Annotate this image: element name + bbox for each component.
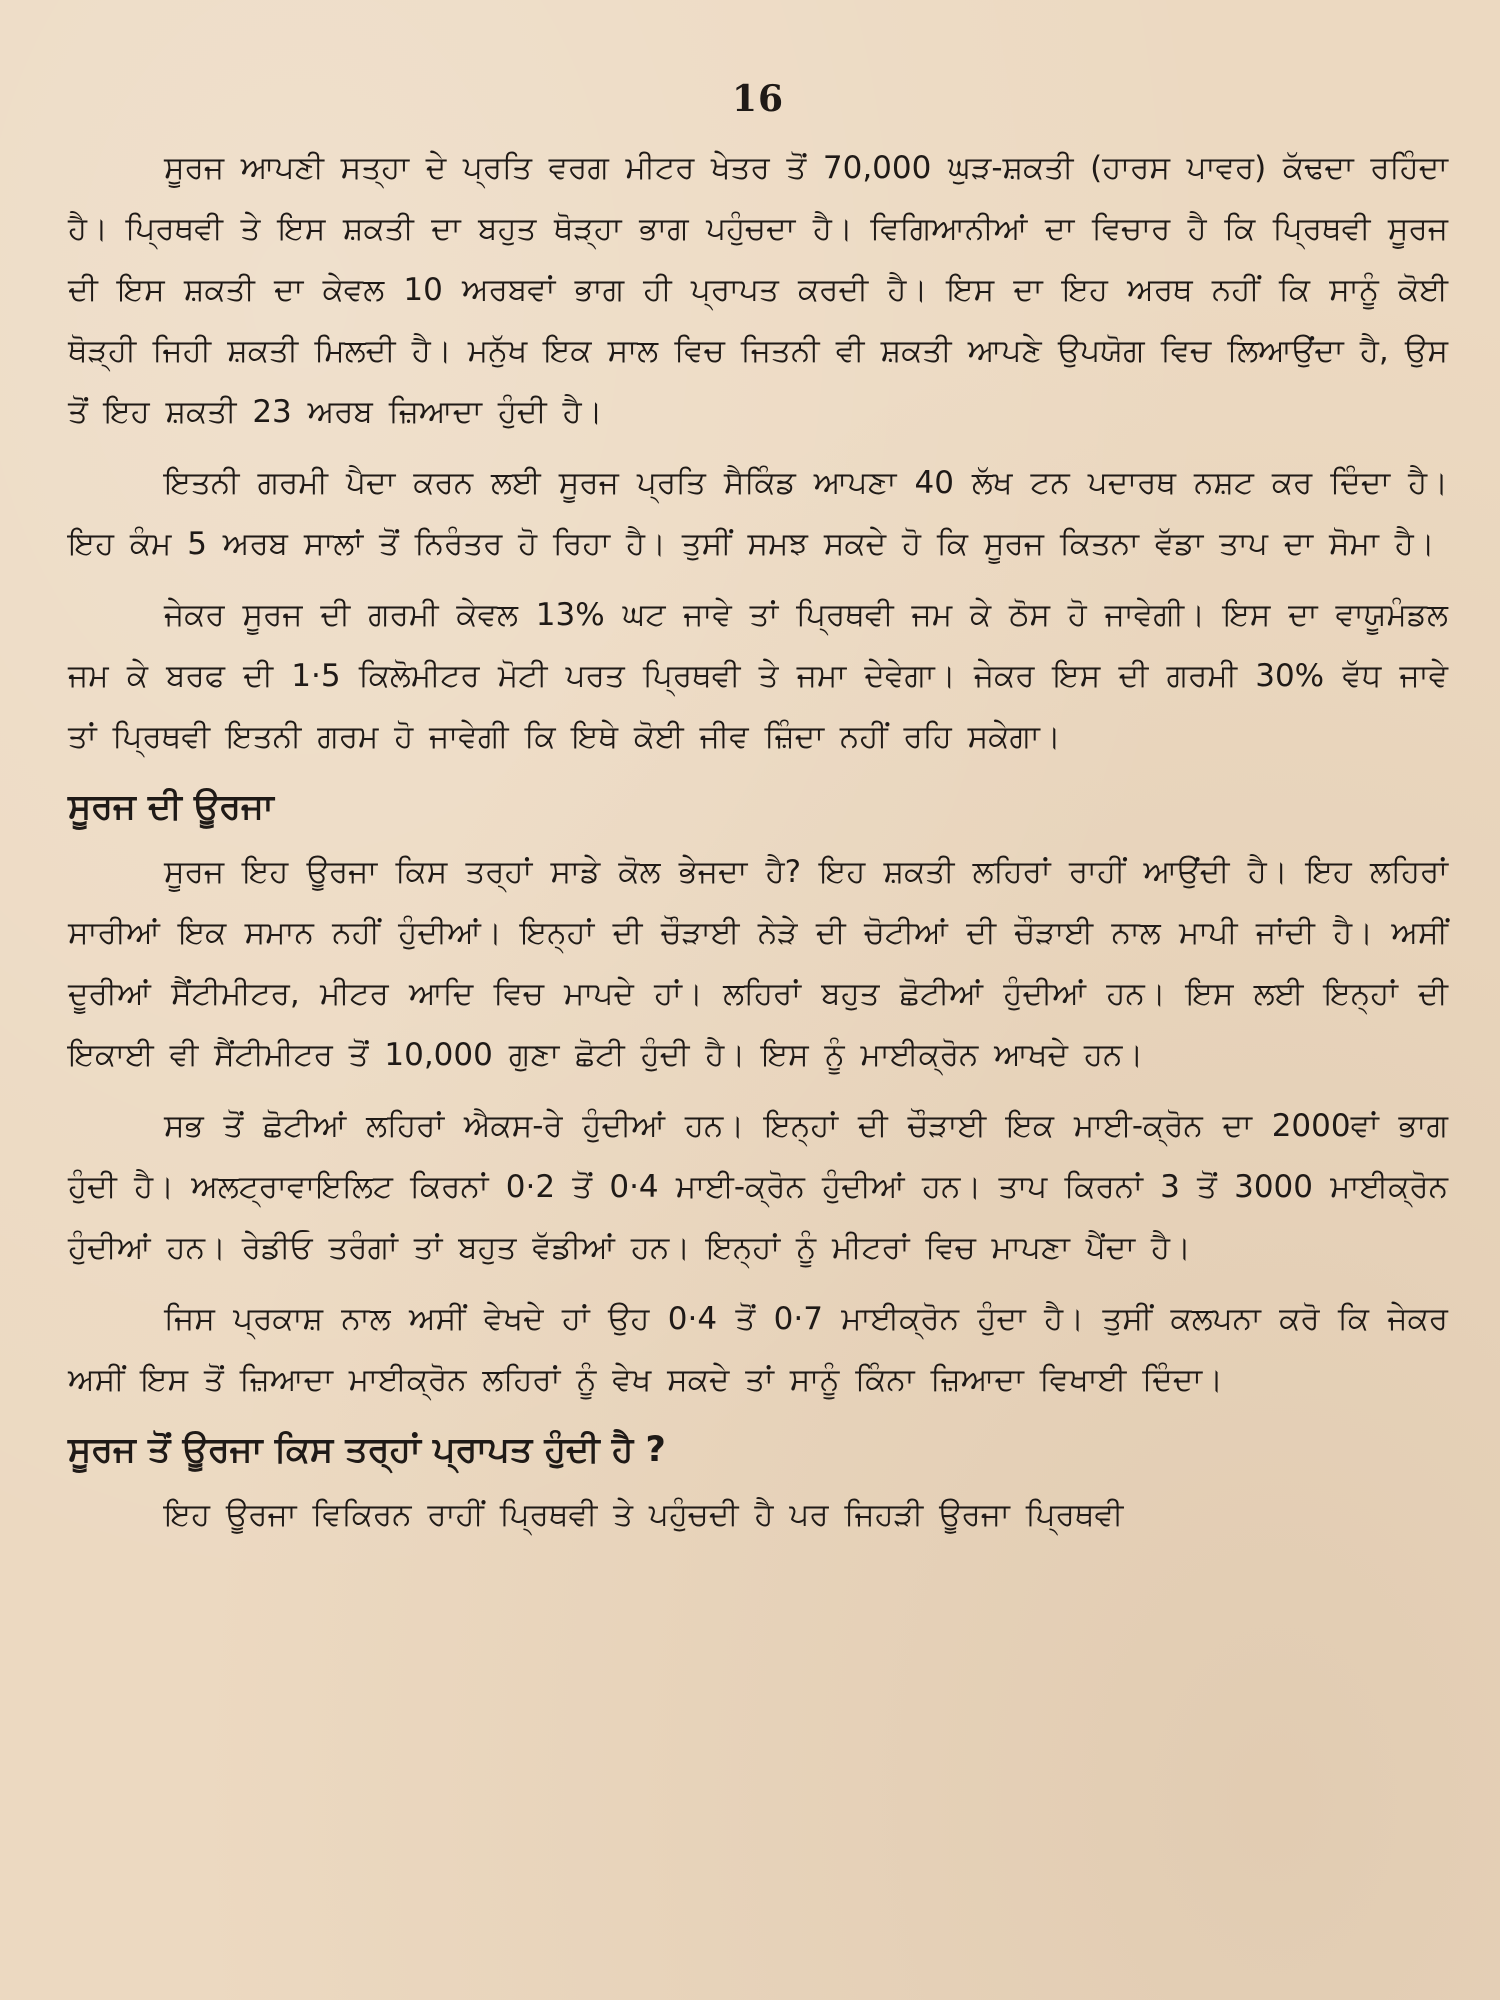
paragraph-heat-change: ਜੇਕਰ ਸੂਰਜ ਦੀ ਗਰਮੀ ਕੇਵਲ 13% ਘਟ ਜਾਵੇ ਤਾਂ ਪ੍ਰਿਥਵੀ ਜਮ ਕੇ ਠੋਸ ਹੋ ਜਾਵੇਗੀ। ਇਸ ਦਾ ਵਾਯੂਮੰਡਲ ਜਮ ਕੇ ਬਰਫ ਦੀ 1·5 ਕਿਲੋਮੀਟਰ ਮੋਟੀ ਪਰਤ ਪ੍ਰਿਥਵੀ ਤੇ ਜਮਾ ਦੇਵੇਗਾ। ਜੇਕਰ ਇਸ ਦੀ ਗਰਮੀ 30% ਵੱਧ ਜਾਵੇ ਤਾਂ ਪ੍ਰਿਥਵੀ ਇਤਨੀ ਗਰਮ ਹੋ ਜਾਵੇਗੀ ਕਿ ਇਥੇ ਕੋਈ ਜੀਵ ਜ਼ਿੰਦਾ ਨਹੀਂ ਰਹਿ ਸਕੇਗਾ। xyxy=(68,597,1448,755)
section-heading-energy-received: ਸੂਰਜ ਤੋਂ ਊਰਜਾ ਕਿਸ ਤਰ੍ਹਾਂ ਪ੍ਰਾਪਤ ਹੁੰਦੀ ਹੈ ? xyxy=(68,1430,666,1470)
paragraph-matter-destroyed: ਇਤਨੀ ਗਰਮੀ ਪੈਦਾ ਕਰਨ ਲਈ ਸੂਰਜ ਪ੍ਰਤਿ ਸੈਕਿੰਡ ਆਪਣਾ 40 ਲੱਖ ਟਨ ਪਦਾਰਥ ਨਸ਼ਟ ਕਰ ਦਿੰਦਾ ਹੈ। ਇਹ ਕੰਮ 5 ਅਰਬ ਸਾਲਾਂ ਤੋਂ ਨਿਰੰਤਰ ਹੋ ਰਿਹਾ ਹੈ। ਤੁਸੀਂ ਸਮਝ ਸਕਦੇ ਹੋ ਕਿ ਸੂਰਜ ਕਿਤਨਾ ਵੱਡਾ ਤਾਪ ਦਾ ਸੋਮਾ ਹੈ। xyxy=(68,465,1448,562)
paragraph-wave-types: ਸਭ ਤੋਂ ਛੋਟੀਆਂ ਲਹਿਰਾਂ ਐਕਸ-ਰੇ ਹੁੰਦੀਆਂ ਹਨ। ਇਨ੍ਹਾਂ ਦੀ ਚੌੜਾਈ ਇਕ ਮਾਈ-ਕ੍ਰੋਨ ਦਾ 2000ਵਾਂ ਭਾਗ ਹੁੰਦੀ ਹੈ। ਅਲਟ੍ਰਾਵਾਇਲਿਟ ਕਿਰਨਾਂ 0·2 ਤੋਂ 0·4 ਮਾਈ-ਕ੍ਰੋਨ ਹੁੰਦੀਆਂ ਹਨ। ਤਾਪ ਕਿਰਨਾਂ 3 ਤੋਂ 3000 ਮਾਈਕ੍ਰੋਨ ਹੁੰਦੀਆਂ ਹਨ। ਰੇਡੀਓ ਤਰੰਗਾਂ ਤਾਂ ਬਹੁਤ ਵੱਡੀਆਂ ਹਨ। ਇਨ੍ਹਾਂ ਨੂੰ ਮੀਟਰਾਂ ਵਿਚ ਮਾਪਣਾ ਪੈਂਦਾ ਹੈ। xyxy=(68,1108,1448,1266)
page-number: 16 xyxy=(731,78,785,120)
book-page xyxy=(68,78,1448,1978)
paragraph-radiation: ਇਹ ਊਰਜਾ ਵਿਕਿਰਨ ਰਾਹੀਂ ਪ੍ਰਿਥਵੀ ਤੇ ਪਹੁੰਚਦੀ ਹੈ ਪਰ ਜਿਹੜੀ ਊਰਜਾ ਪ੍ਰਿਥਵੀ xyxy=(164,1497,1124,1533)
paragraph-visible-light: ਜਿਸ ਪ੍ਰਕਾਸ਼ ਨਾਲ ਅਸੀਂ ਵੇਖਦੇ ਹਾਂ ਉਹ 0·4 ਤੋਂ 0·7 ਮਾਈਕ੍ਰੋਨ ਹੁੰਦਾ ਹੈ। ਤੁਸੀਂ ਕਲਪਨਾ ਕਰੋ ਕਿ ਜੇਕਰ ਅਸੀਂ ਇਸ ਤੋਂ ਜ਼ਿਆਦਾ ਮਾਈਕ੍ਰੋਨ ਲਹਿਰਾਂ ਨੂੰ ਵੇਖ ਸਕਦੇ ਤਾਂ ਸਾਨੂੰ ਕਿੰਨਾ ਜ਼ਿਆਦਾ ਵਿਖਾਈ ਦਿੰਦਾ। xyxy=(68,1301,1448,1398)
section-heading-sun-energy: ਸੂਰਜ ਦੀ ਊਰਜਾ xyxy=(68,787,274,827)
paragraph-energy-waves: ਸੂਰਜ ਇਹ ਊਰਜਾ ਕਿਸ ਤਰ੍ਹਾਂ ਸਾਡੇ ਕੋਲ ਭੇਜਦਾ ਹੈ? ਇਹ ਸ਼ਕਤੀ ਲਹਿਰਾਂ ਰਾਹੀਂ ਆਉਂਦੀ ਹੈ। ਇਹ ਲਹਿਰਾਂ ਸਾਰੀਆਂ ਇਕ ਸਮਾਨ ਨਹੀਂ ਹੁੰਦੀਆਂ। ਇਨ੍ਹਾਂ ਦੀ ਚੌੜਾਈ ਨੇੜੇ ਦੀ ਚੋਟੀਆਂ ਦੀ ਚੌੜਾਈ ਨਾਲ ਮਾਪੀ ਜਾਂਦੀ ਹੈ। ਅਸੀਂ ਦੂਰੀਆਂ ਸੈਂਟੀਮੀਟਰ, ਮੀਟਰ ਆਦਿ ਵਿਚ ਮਾਪਦੇ ਹਾਂ। ਲਹਿਰਾਂ ਬਹੁਤ ਛੋਟੀਆਂ ਹੁੰਦੀਆਂ ਹਨ। ਇਸ ਲਈ ਇਨ੍ਹਾਂ ਦੀ ਇਕਾਈ ਵੀ ਸੈਂਟੀਮੀਟਰ ਤੋਂ 10,000 ਗੁਣਾ ਛੋਟੀ ਹੁੰਦੀ ਹੈ। ਇਸ ਨੂੰ ਮਾਈਕ੍ਰੋਨ ਆਖਦੇ ਹਨ। xyxy=(68,854,1448,1073)
paragraph-sun-power: ਸੂਰਜ ਆਪਣੀ ਸਤ੍ਹਾ ਦੇ ਪ੍ਰਤਿ ਵਰਗ ਮੀਟਰ ਖੇਤਰ ਤੋਂ 70,000 ਘੁੜ-ਸ਼ਕਤੀ (ਹਾਰਸ ਪਾਵਰ) ਕੱਢਦਾ ਰਹਿੰਦਾ ਹੈ। ਪ੍ਰਿਥਵੀ ਤੇ ਇਸ ਸ਼ਕਤੀ ਦਾ ਬਹੁਤ ਥੋੜ੍ਹਾ ਭਾਗ ਪਹੁੰਚਦਾ ਹੈ। ਵਿਗਿਆਨੀਆਂ ਦਾ ਵਿਚਾਰ ਹੈ ਕਿ ਪ੍ਰਿਥਵੀ ਸੂਰਜ ਦੀ ਇਸ ਸ਼ਕਤੀ ਦਾ ਕੇਵਲ 10 ਅਰਬਵਾਂ ਭਾਗ ਹੀ ਪ੍ਰਾਪਤ ਕਰਦੀ ਹੈ। ਇਸ ਦਾ ਇਹ ਅਰਥ ਨਹੀਂ ਕਿ ਸਾਨੂੰ ਕੋਈ ਥੋੜ੍ਹੀ ਜਿਹੀ ਸ਼ਕਤੀ ਮਿਲਦੀ ਹੈ। ਮਨੁੱਖ ਇਕ ਸਾਲ ਵਿਚ ਜਿਤਨੀ ਵੀ ਸ਼ਕਤੀ ਆਪਣੇ ਉਪਯੋਗ ਵਿਚ ਲਿਆਉਂਦਾ ਹੈ, ਉਸ ਤੋਂ ਇਹ ਸ਼ਕਤੀ 23 ਅਰਬ ਜ਼ਿਆਦਾ ਹੁੰਦੀ ਹੈ। xyxy=(68,150,1448,430)
